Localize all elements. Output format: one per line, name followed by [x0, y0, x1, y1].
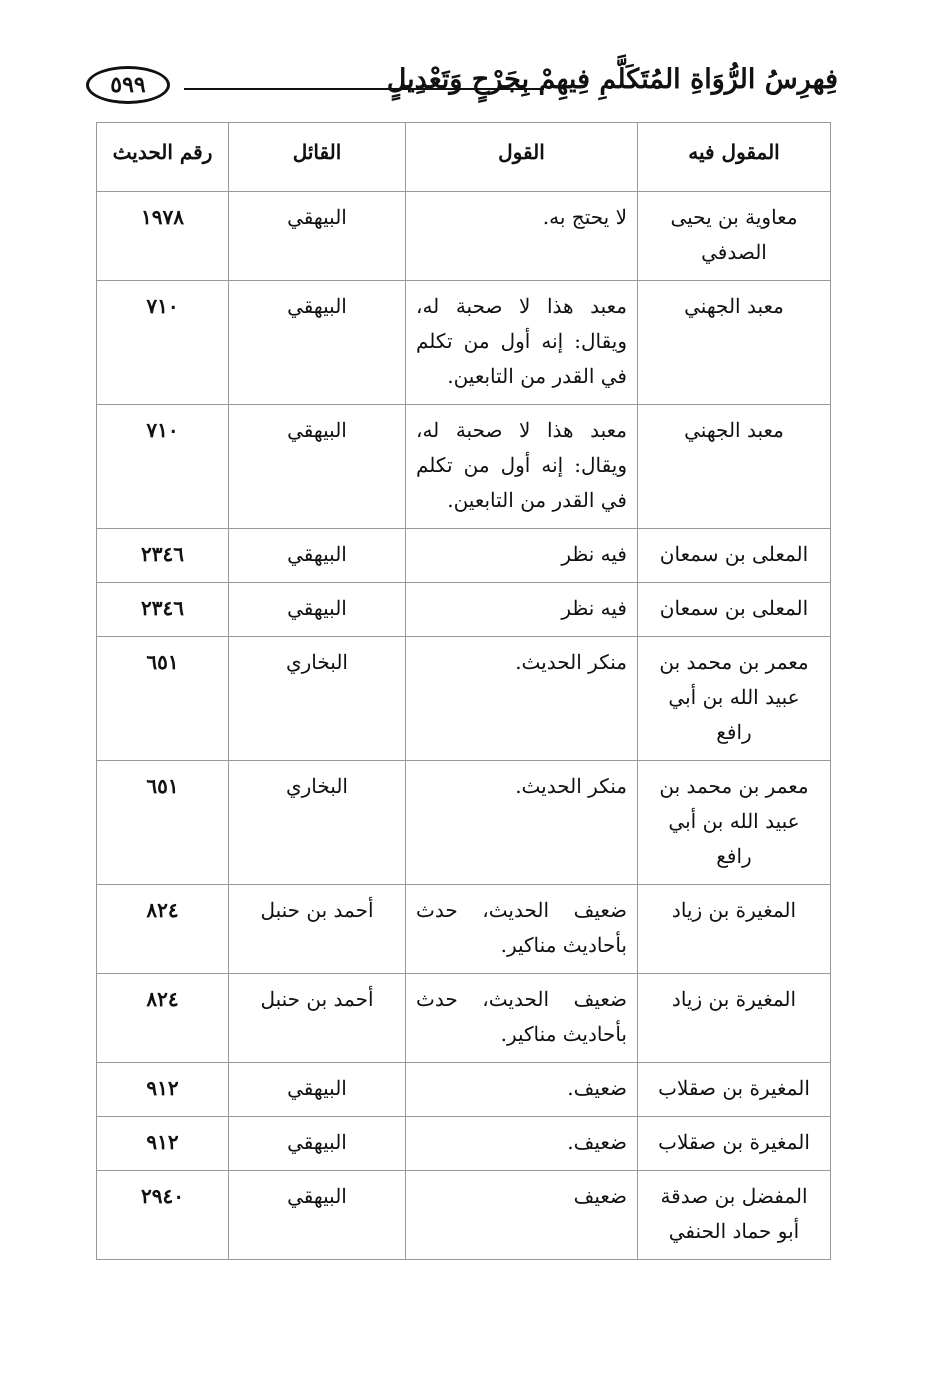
- saying-cell: معبد هذا لا صحبة له، ويقال: إنه أول من تكلم في القدر من التابعين.: [406, 281, 638, 405]
- saying-cell: ضعيف: [406, 1171, 638, 1260]
- table-row: [97, 761, 831, 885]
- subject-cell: معبد الجهني: [638, 281, 831, 405]
- speaker-cell: البيهقي: [229, 405, 406, 529]
- narrators-table: [96, 122, 831, 1260]
- page-number: ٥٩٩: [110, 72, 146, 98]
- subject-cell: المعلى بن سمعان: [638, 583, 831, 637]
- page-number-oval: [86, 66, 170, 104]
- saying-cell: منكر الحديث.: [406, 761, 638, 885]
- table-row: [97, 405, 831, 529]
- hadith-number-cell: ٢٣٤٦: [97, 529, 229, 583]
- hadith-number-cell: ٩١٢: [97, 1063, 229, 1117]
- subject-cell: معمر بن محمد بن عبيد الله بن أبي رافع: [638, 637, 831, 761]
- subject-cell: المغيرة بن زياد: [638, 885, 831, 974]
- speaker-cell: أحمد بن حنبل: [229, 885, 406, 974]
- saying-cell: ضعيف.: [406, 1117, 638, 1171]
- hadith-number-cell: ٦٥١: [97, 637, 229, 761]
- hadith-number-cell: ٩١٢: [97, 1117, 229, 1171]
- column-header-speaker: القائل: [229, 123, 406, 192]
- table-header-row: [97, 123, 831, 192]
- speaker-cell: البيهقي: [229, 1063, 406, 1117]
- narrators-table-container: [96, 122, 830, 1260]
- subject-cell: المغيرة بن زياد: [638, 974, 831, 1063]
- saying-cell: ضعيف الحديث، حدث بأحاديث مناكير.: [406, 885, 638, 974]
- table-row: [97, 637, 831, 761]
- page-title: فِهرِسُ الرُّوَاةِ المُتَكَلَّمِ فِيهِمْ بِجَرْحٍ وَتَعْدِيلٍ: [386, 64, 838, 95]
- table-row: [97, 885, 831, 974]
- speaker-cell: البيهقي: [229, 583, 406, 637]
- saying-cell: فيه نظر: [406, 529, 638, 583]
- subject-cell: معبد الجهني: [638, 405, 831, 529]
- subject-cell: المغيرة بن صقلاب: [638, 1063, 831, 1117]
- saying-cell: فيه نظر: [406, 583, 638, 637]
- speaker-cell: البخاري: [229, 637, 406, 761]
- saying-cell: منكر الحديث.: [406, 637, 638, 761]
- column-header-number: رقم الحديث: [97, 123, 229, 192]
- speaker-cell: أحمد بن حنبل: [229, 974, 406, 1063]
- table-row: [97, 192, 831, 281]
- subject-cell: معاوية بن يحيى الصدفي: [638, 192, 831, 281]
- speaker-cell: البيهقي: [229, 1117, 406, 1171]
- saying-cell: ضعيف الحديث، حدث بأحاديث مناكير.: [406, 974, 638, 1063]
- table-row: [97, 1063, 831, 1117]
- column-header-saying: القول: [406, 123, 638, 192]
- speaker-cell: البيهقي: [229, 529, 406, 583]
- hadith-number-cell: ٢٣٤٦: [97, 583, 229, 637]
- subject-cell: المفضل بن صدقة أبو حماد الحنفي: [638, 1171, 831, 1260]
- speaker-cell: البيهقي: [229, 281, 406, 405]
- hadith-number-cell: ٨٢٤: [97, 974, 229, 1063]
- table-row: [97, 974, 831, 1063]
- subject-cell: المغيرة بن صقلاب: [638, 1117, 831, 1171]
- saying-cell: لا يحتج به.: [406, 192, 638, 281]
- table-row: [97, 529, 831, 583]
- table-row: [97, 1171, 831, 1260]
- subject-cell: المعلى بن سمعان: [638, 529, 831, 583]
- column-header-subject: المقول فيه: [638, 123, 831, 192]
- saying-cell: ضعيف.: [406, 1063, 638, 1117]
- page-header: [86, 62, 838, 118]
- speaker-cell: البيهقي: [229, 192, 406, 281]
- hadith-number-cell: ٦٥١: [97, 761, 229, 885]
- hadith-number-cell: ٢٩٤٠: [97, 1171, 229, 1260]
- speaker-cell: البخاري: [229, 761, 406, 885]
- table-row: [97, 1117, 831, 1171]
- hadith-number-cell: ١٩٧٨: [97, 192, 229, 281]
- subject-cell: معمر بن محمد بن عبيد الله بن أبي رافع: [638, 761, 831, 885]
- hadith-number-cell: ٨٢٤: [97, 885, 229, 974]
- hadith-number-cell: ٧١٠: [97, 405, 229, 529]
- table-row: [97, 583, 831, 637]
- speaker-cell: البيهقي: [229, 1171, 406, 1260]
- hadith-number-cell: ٧١٠: [97, 281, 229, 405]
- saying-cell: معبد هذا لا صحبة له، ويقال: إنه أول من تكلم في القدر من التابعين.: [406, 405, 638, 529]
- table-row: [97, 281, 831, 405]
